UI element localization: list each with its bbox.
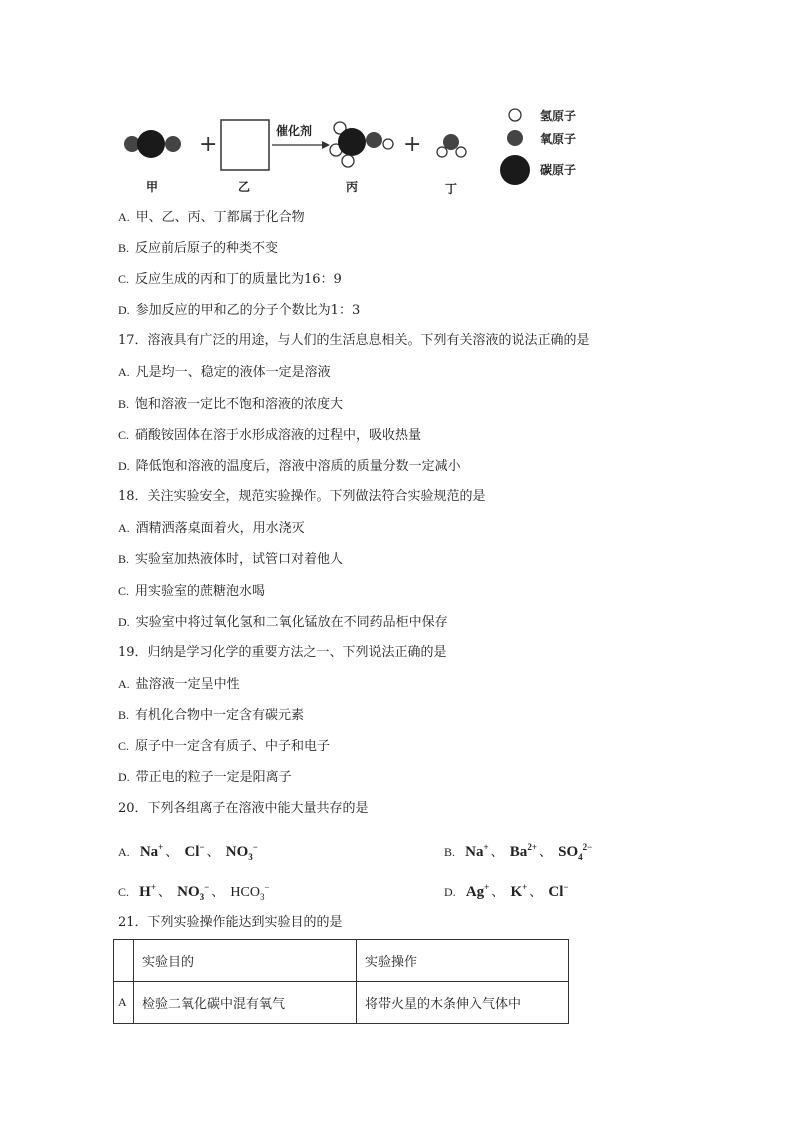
option-text: 实验室加热液体时，试管口对着他人 xyxy=(135,552,344,567)
oxygen-atom xyxy=(165,136,181,152)
legend-carbon-label: 碳原子 xyxy=(540,163,577,177)
ion-k: K+ xyxy=(510,882,528,900)
q19-option-c xyxy=(118,737,330,756)
legend-oxygen-label: 氧原子 xyxy=(540,132,577,146)
q19-option-b xyxy=(118,706,304,725)
option-letter: A. xyxy=(118,521,130,535)
label-jia: 甲 xyxy=(146,180,159,194)
option-letter: C. xyxy=(118,739,130,753)
q19-option-d xyxy=(118,768,292,787)
option-text: 降低饱和溶液的温度后，溶液中溶质的质量分数一定减小 xyxy=(135,459,461,474)
separator: 、 xyxy=(491,885,505,900)
option-letter: C. xyxy=(118,584,130,598)
q18-option-b xyxy=(118,550,343,569)
option-letter: A. xyxy=(118,210,130,224)
q19-stem: 19．归纳是学习化学的重要方法之一、下列说法正确的是 xyxy=(118,645,447,660)
oxygen-atom xyxy=(366,132,382,148)
option-letter: A. xyxy=(118,845,130,859)
separator: 、 xyxy=(538,845,552,860)
q17-option-a xyxy=(118,363,331,382)
hydrogen-atom xyxy=(383,139,393,149)
option-text: 硝酸铵固体在溶于水形成溶液的过程中，吸收热量 xyxy=(135,428,422,443)
option-letter: D. xyxy=(444,885,456,899)
table-header-cell: 实验目的 xyxy=(134,940,357,982)
ion-so4: $SO_4^{2-}$ xyxy=(558,842,593,862)
arrow-head xyxy=(322,141,330,149)
option-text: 饱和溶液一定比不饱和溶液的浓度大 xyxy=(135,397,344,412)
table-cell: 将带火星的木条伸入气体中 xyxy=(357,982,569,1024)
q17-option-c xyxy=(118,426,421,445)
q20-option-b xyxy=(444,838,592,866)
option-letter: D. xyxy=(118,459,130,473)
table-cell: 检验二氧化碳中混有氧气 xyxy=(134,982,357,1024)
q17-stem: 17．溶液具有广泛的用途，与人们的生活息息相关。下列有关溶液的说法正确的是 xyxy=(118,333,590,348)
option-letter: B. xyxy=(444,845,456,859)
q20-stem: 20．下列各组离子在溶液中能大量共存的是 xyxy=(118,801,369,816)
option-text: 凡是均一、稳定的液体一定是溶液 xyxy=(135,365,331,380)
label-bing: 丙 xyxy=(346,180,359,194)
option-text: 参加反应的甲和乙的分子个数比为1：3 xyxy=(135,303,361,318)
experiment-table xyxy=(113,939,569,1024)
option-letter: C. xyxy=(118,272,130,286)
ion-cl: Cl− xyxy=(548,882,569,900)
molecule-jia xyxy=(124,130,181,158)
molecule-bing xyxy=(330,122,393,167)
q17-option-d xyxy=(118,457,461,476)
q16-option-c xyxy=(118,270,342,289)
q16-option-d xyxy=(118,301,360,320)
option-letter: B. xyxy=(118,397,130,411)
q16-option-b xyxy=(118,239,278,258)
option-letter: A. xyxy=(118,677,130,691)
table-header-cell: 实验操作 xyxy=(357,940,569,982)
option-letter: B. xyxy=(118,708,130,722)
q19-option-a xyxy=(118,675,240,694)
hydrogen-atom xyxy=(342,155,354,167)
hydrogen-atom xyxy=(437,147,447,157)
separator: 、 xyxy=(529,885,543,900)
reaction-diagram xyxy=(118,100,598,200)
ion-na: Na+ xyxy=(139,842,164,860)
option-text: 用实验室的蔗糖泡水喝 xyxy=(135,584,266,599)
option-text: 甲、乙、丙、丁都属于化合物 xyxy=(135,210,305,225)
q20-option-a xyxy=(118,838,258,866)
option-letter: D. xyxy=(118,770,130,784)
ion-no3: $NO_3^-$ xyxy=(177,882,210,902)
table-cell: A xyxy=(114,982,134,1024)
table-header-row xyxy=(114,940,569,982)
option-letter: C. xyxy=(118,885,130,899)
q18-option-d xyxy=(118,613,448,632)
hydrogen-atom xyxy=(456,147,466,157)
legend-oxygen-icon xyxy=(507,130,523,146)
carbon-atom xyxy=(137,130,165,158)
legend-hydrogen-label: 氢原子 xyxy=(540,109,577,123)
separator: 、 xyxy=(490,845,504,860)
option-text: 反应生成的丙和丁的质量比为16：9 xyxy=(135,272,342,287)
catalyst-label: 催化剂 xyxy=(276,124,313,138)
separator: 、 xyxy=(157,885,171,900)
molecule-ding xyxy=(437,134,466,157)
option-letter: B. xyxy=(118,552,130,566)
table-header-cell xyxy=(114,940,134,982)
plus-sign-1: + xyxy=(199,132,218,157)
q18-option-c xyxy=(118,582,265,601)
option-text: 酒精洒落桌面着火，用水浇灭 xyxy=(135,521,305,536)
option-text: 有机化合物中一定含有碳元素 xyxy=(135,708,305,723)
q18-option-a xyxy=(118,519,305,538)
separator: 、 xyxy=(211,885,225,900)
separator: 、 xyxy=(165,845,179,860)
q20-option-d xyxy=(444,878,569,902)
ion-ag: Ag+ xyxy=(465,882,490,900)
option-letter: D. xyxy=(118,615,130,629)
option-text: 原子中一定含有质子、中子和电子 xyxy=(135,739,331,754)
ion-cl: Cl− xyxy=(184,842,205,860)
legend-hydrogen-icon xyxy=(509,109,521,121)
ion-na: Na+ xyxy=(465,842,489,860)
q18-stem: 18．关注实验安全，规范实验操作。下列做法符合实验规范的是 xyxy=(118,489,486,504)
table-row xyxy=(114,982,569,1024)
option-letter: B. xyxy=(118,241,130,255)
q17-option-b xyxy=(118,395,343,414)
option-letter: D. xyxy=(118,303,130,317)
ion-hco3: $HCO_3^-$ xyxy=(230,882,270,902)
q21-stem: 21．下列实验操作能达到实验目的的是 xyxy=(118,915,343,930)
option-letter: C. xyxy=(118,428,130,442)
q16-option-a xyxy=(118,208,305,227)
legend-carbon-icon xyxy=(500,155,530,185)
plus-sign-2: + xyxy=(403,132,422,157)
label-yi: 乙 xyxy=(238,180,251,194)
unknown-substance-box xyxy=(221,120,269,170)
separator: 、 xyxy=(206,845,220,860)
q20-option-c xyxy=(118,878,270,906)
ion-no3: $NO_3^-$ xyxy=(225,842,258,862)
carbon-atom xyxy=(338,128,366,156)
ion-ba: $Ba^{2+}$ xyxy=(509,842,537,860)
ion-h: H+ xyxy=(139,882,156,900)
option-letter: A. xyxy=(118,365,130,379)
option-text: 带正电的粒子一定是阳离子 xyxy=(135,770,292,785)
option-text: 实验室中将过氧化氢和二氧化锰放在不同药品柜中保存 xyxy=(135,615,448,630)
option-text: 反应前后原子的种类不变 xyxy=(135,241,279,256)
label-ding: 丁 xyxy=(445,182,458,196)
option-text: 盐溶液一定呈中性 xyxy=(135,677,240,692)
